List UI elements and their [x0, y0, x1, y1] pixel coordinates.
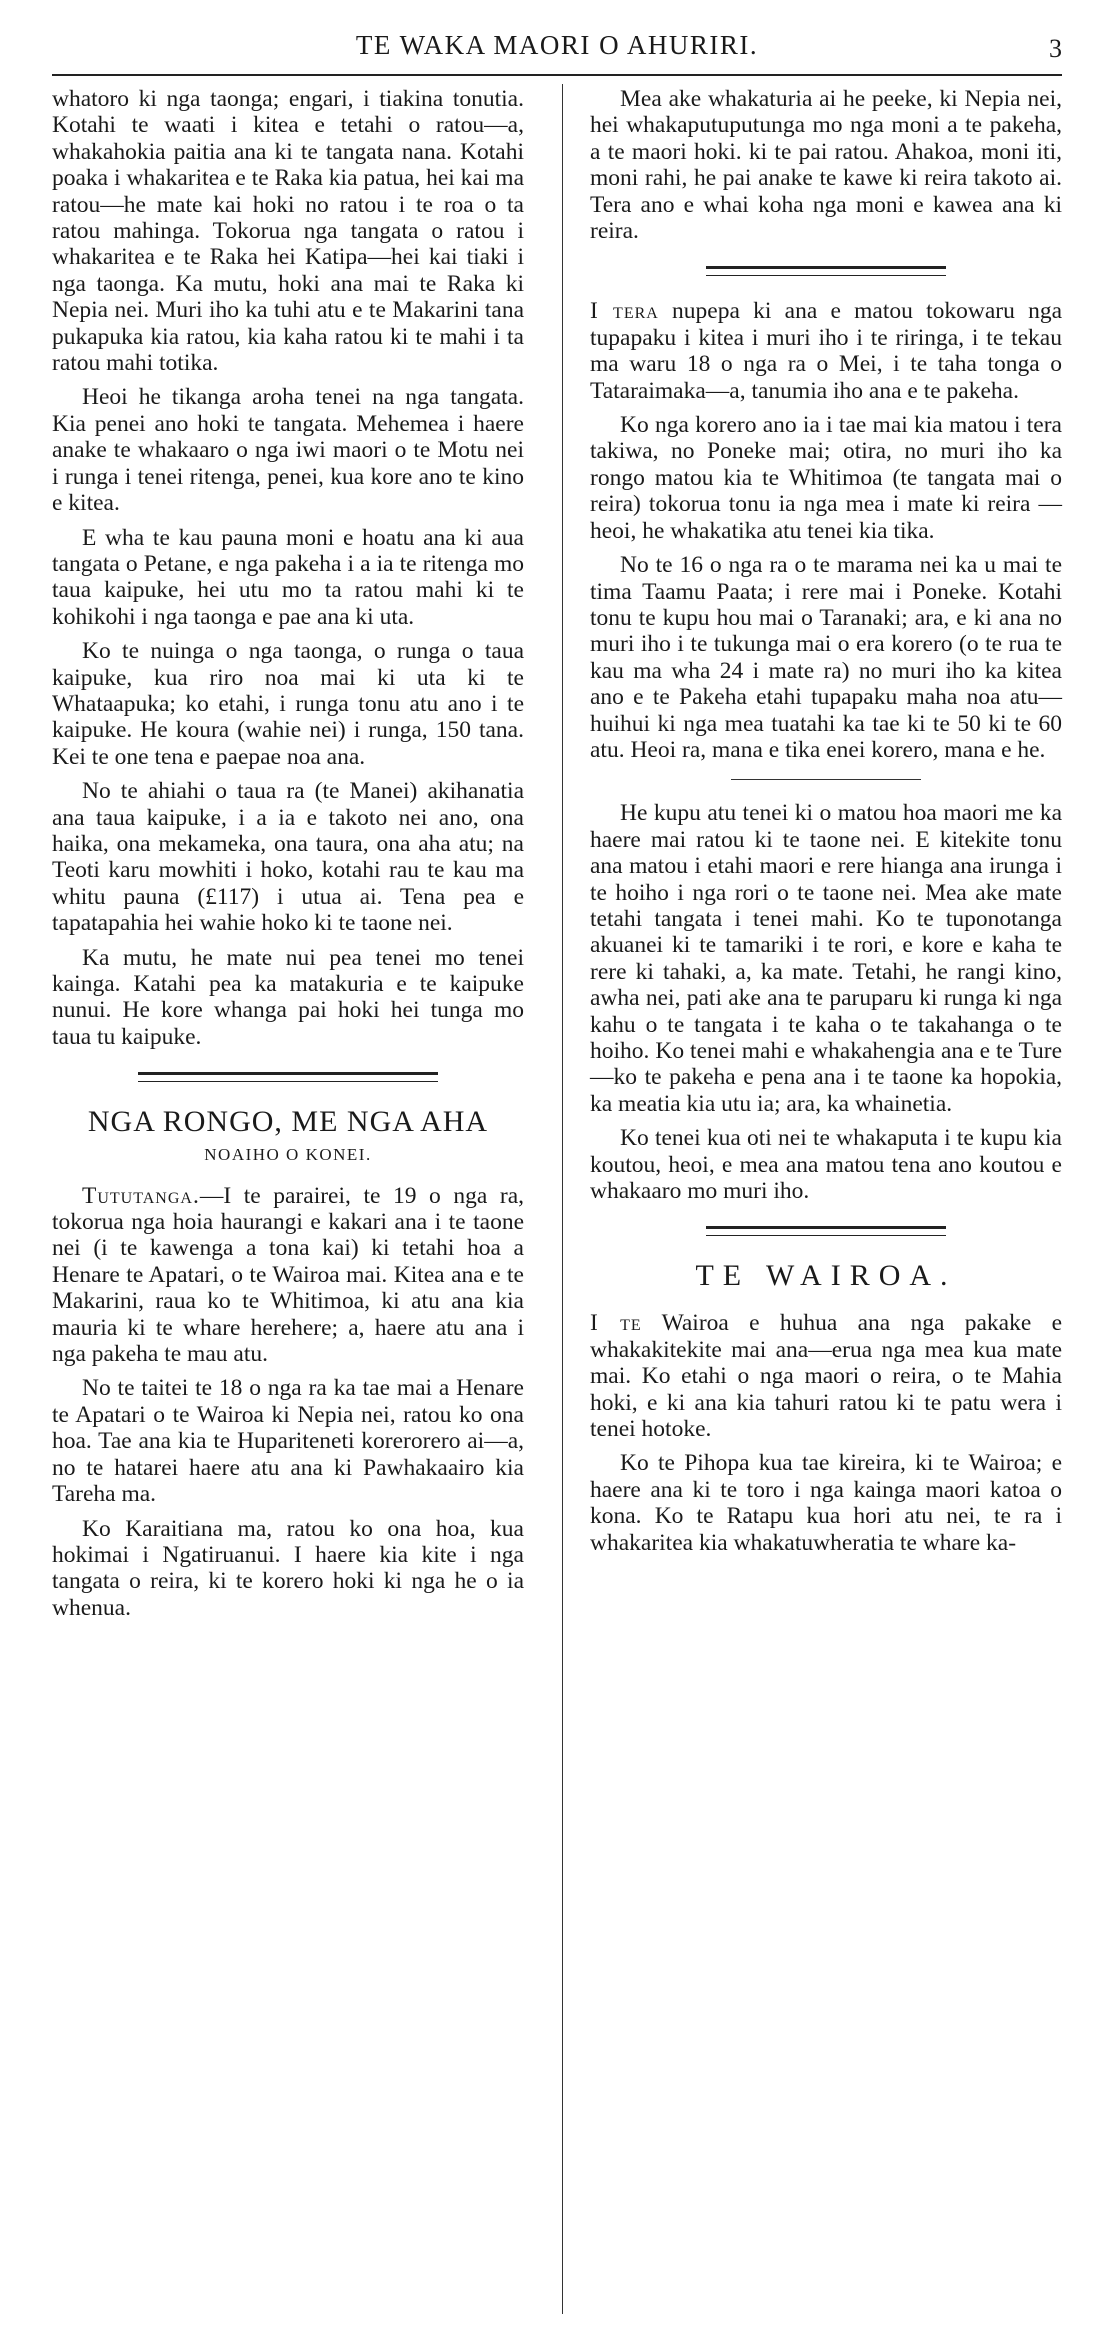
paragraph: Ka mutu, he mate nui pea tenei mo tenei kainga. Katahi pea ka matakuria e te kaipuke nunui. He kore whanga pai hoki hei tunga mo taua tu kaipuke. — [52, 944, 524, 1050]
paragraph-text: Wairoa e huhua ana nga pakake e whakakitekite mai ana—erua nga mea kua mate mai. Ko etahi o nga maori o reira, o te Mahia hoki, e ki ana kia tahuri ratou ki te patu wera i tenei hotoke. — [590, 1310, 1063, 1443]
section-rule — [706, 1226, 946, 1236]
paragraph: Ko Karaitiana ma, ratou ko ona hoa, kua hokimai i Ngatiruanui. I haere kia kite i nga tangata o reira, ki te korero hoki ki nga he o ia whenua. — [52, 1515, 524, 1621]
section-heading: NGA RONGO, ME NGA AHA — [87, 1105, 489, 1139]
page-number: 3 — [1049, 34, 1062, 63]
left-column — [52, 86, 524, 1629]
right-column — [590, 86, 1062, 1564]
paragraph-lead: Tututanga. — [82, 1182, 200, 1209]
section-rule — [731, 779, 921, 780]
paragraph-lead: I tera — [590, 298, 659, 325]
column-divider — [562, 84, 563, 2314]
paragraph — [590, 1310, 1062, 1442]
paragraph-lead: I te — [590, 1310, 642, 1337]
paragraph: No te ahiahi o taua ra (te Manei) akihanatia ana taua kaipuke, i a ia e takoto nei ano, ona haika, ona mekameka, ona taura, ona aha atu; na Teoti karu mowhiti i hoko, kotahi rau te kau ma whitu pauna (£117) i utua ai. Tena pea e tapatapahia hei wahie hoko ki te taone nei. — [52, 778, 524, 937]
paragraph — [590, 298, 1062, 404]
paragraph: No te 16 o nga ra o te marama nei ka u mai te tima Taamu Paata; i rere mai i Poneke. Kotahi tonu te kupu hou mai o Taranaki; ara, e ki ana no muri iho i te tukunga mai o era korero (o te rua te kau ma wha 24 i mate ra) no muri iho ka kitea ano e te Pakeha etahi tupapaku maha noa atu—huihui ki nga mea tuatahi ka tae ki te 50 ki te 60 atu. Heoi ra, mana e tika enei korero, mana e he. — [590, 552, 1062, 763]
paragraph: Ko nga korero ano ia i tae mai kia matou i tera takiwa, no Poneke mai; otira, no muri iho ka rongo matou kia te Whitimoa (te tangata mai o reira) tokorua tonu ia nga mea i mate ki reira —heoi, he whakatika atu tenei kia tika. — [590, 412, 1062, 544]
paragraph: Mea ake whakaturia ai he peeke, ki Nepia nei, hei whakaputuputunga mo nga moni a te pakeha, a te maori hoki. ki te pai ratou. Ahakoa, moni iti, moni rahi, he pai anake te kawe ki reira takoto ai. Tera ano e whai koha nga moni e kawea ana ki reira. — [590, 86, 1062, 245]
paragraph: Heoi he tikanga aroha tenei na nga tangata. Kia penei ano hoki te tangata. Mehemea i haere anake te whakaaro o nga iwi maori o te Motu nei i runga i tenei ritenga, penei, kua kore ano te kino e kitea. — [52, 384, 524, 517]
header-rule — [52, 74, 1062, 76]
running-title: TE WAKA MAORI O AHURIRI. — [355, 30, 759, 60]
paragraph: Ko tenei kua oti nei te whakaputa i te kupu kia koutou, heoi, e mea ana matou tena ano koutou e whakaaro mo muri iho. — [590, 1125, 1062, 1205]
paragraph: E wha te kau pauna moni e hoatu ana ki aua tangata o Petane, e nga pakeha i a ia te ritenga mo taua kaipuke, hei utu mo ta ratou mahi ki te kohikohi i nga taonga e pae ana ki uta. — [52, 524, 524, 630]
paragraph: whatoro ki nga taonga; engari, i tiakina tonutia. Kotahi te waati i kitea e tetahi o ratou—a, whakahokia paitia ana ki te tangata nana. Kotahi poaka i whakaritea e te Raka kia patua, hei kai ma ratou—he mate kai hoki no ratou i te roa o ta ratou mahinga. Tokorua nga tangata o ratou i whakaritea e te Raka hei Katipa—hei kai tiaki i nga taonga. Ka mutu, hoki ana mai te Raka ki Nepia nei. Muri iho ka tuhi atu e te Makarini tana pukapuka kia ratou, kia kaha ratou ki te mahi i ta ratou mahi totika. — [52, 86, 524, 377]
paragraph — [52, 1183, 524, 1368]
paragraph: No te taitei te 18 o nga ra ka tae mai a Henare te Apatari o te Wairoa ki Nepia nei, ratou ko ona hoa. Tae ana kia te Hupariteneti korerorero ai—a, no te hatarei haere atu ana ki Pawhakaairo kia Tareha ma. — [52, 1375, 524, 1508]
section-rule — [138, 1072, 438, 1082]
paragraph: Ko te Pihopa kua tae kireira, ki te Wairoa; e haere ana ki te toro i nga kainga maori katoa o kona. Ko te Ratapu kua hori atu nei, te ra i whakaritea kia whakatuwheratia te whare ka- — [590, 1450, 1062, 1556]
section-subheading: NOAIHO O KONEI. — [204, 1145, 372, 1165]
paragraph-text: nupepa ki ana e matou tokowaru nga tupapaku i kitea i muri iho i te riringa, i te tekau ma waru 18 o nga ra o Mei, i te taha tonga o Tataraimaka—a, tanumia iho ana e te pakeha. — [590, 298, 1062, 404]
paragraph: He kupu atu tenei ki o matou hoa maori me ka haere mai ratou ki te taone nei. E kitekite tonu ana matou i etahi maori e rere hianga ana irunga i te hoiho i nga rori o te taone nei. Mea ake mate tetahi tangata i tenei mahi. Ko te tuponotanga akuanei ki te tamariki i te rori, e kore e kaha te rere ki tahaki, a, ka mate. Tetahi, he rangi kino, awha nei, pati ake ana te paruparu ki runga ki nga kahu o te tangata i te kaha o te takahanga o te hoiho. Ko tenei mahi e whakahengia ana e te Ture—ko te pakeha e pena ana i te taone ka hopokia, ka meatia kia utu ia; ara, ka whainetia. — [590, 800, 1062, 1117]
section-heading: TE WAIROA. — [695, 1259, 957, 1293]
section-rule — [706, 266, 946, 276]
page-header — [52, 30, 1062, 70]
paragraph: Ko te nuinga o nga taonga, o runga o taua kaipuke, kua riro noa mai ki uta ki te Whataapuka; ko etahi, i runga tonu atu ano i te kaipuke. He koura (wahie nei) i runga, 150 tana. Kei te one tena e paepae noa ana. — [52, 638, 524, 770]
paragraph-text: —I te parairei, te 19 o nga ra, tokorua nga hoia haurangi e kakari ana i te taone nei (i te kawenga a tona kai) ki tetahi hoa a Henare te Apatari, o te Wairoa mai. Kitea ana e te Makarini, raua ko te Whitimoa, ki atu ana kia mauria ki te whare herehere; a, haere atu ana i nga pakeha te mau atu. — [52, 1182, 524, 1368]
